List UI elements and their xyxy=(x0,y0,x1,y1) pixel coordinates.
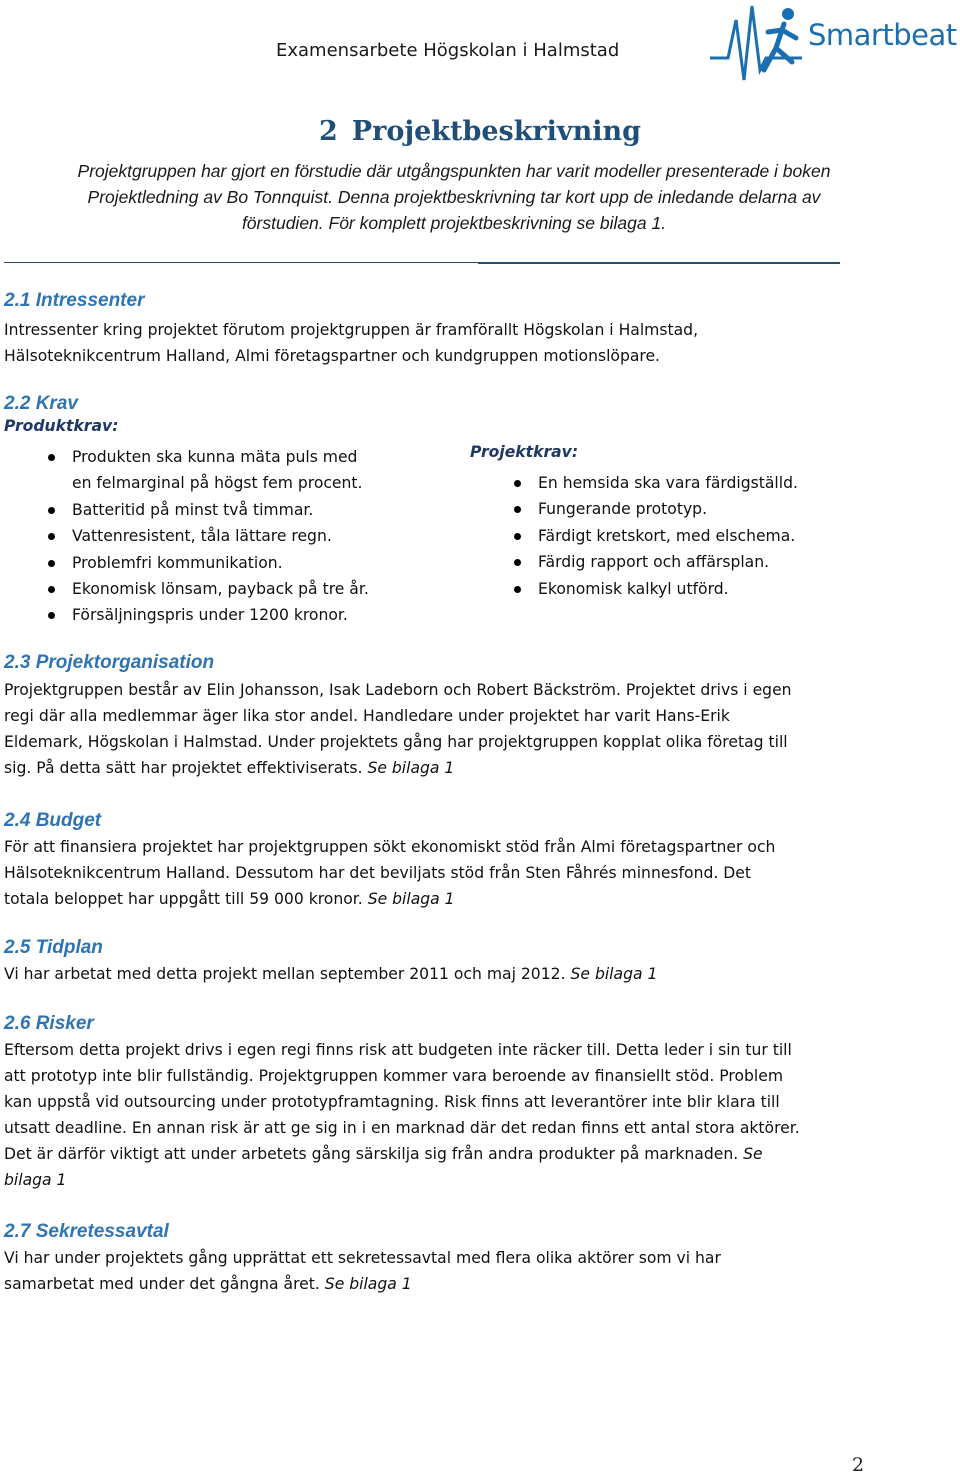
bullet-icon xyxy=(514,586,521,593)
list-item-text: Batteritid på minst två timmar. xyxy=(72,500,314,519)
reference-link: Se bilaga 1 xyxy=(570,965,658,983)
heading-krav xyxy=(4,393,78,415)
list-item-text: Produkten ska kunna mäta puls med xyxy=(72,448,358,466)
intro-line: Projektgruppen har gjort en förstudie där utgångspunkten har varit modeller presenterade i boken xyxy=(77,161,831,181)
list-item xyxy=(538,576,798,602)
bullet-icon xyxy=(514,559,521,566)
text-span: samarbetat med under det gångna året. xyxy=(4,1275,320,1293)
heading-number: 2.3 xyxy=(4,652,31,673)
heading-title: Intressenter xyxy=(35,290,145,311)
text-line: Vi har under projektets gång upprättat ett sekretessavtal med flera olika aktörer som vi har xyxy=(4,1249,721,1267)
bullet-icon xyxy=(514,480,521,487)
text-line xyxy=(4,1167,944,1193)
bullet-icon xyxy=(48,533,55,540)
text-line: kan uppstå vid outsourcing under prototypframtagning. Risk finns att leverantörer inte blir klara till xyxy=(4,1093,780,1111)
heading-title: Tidplan xyxy=(35,937,103,958)
text-line xyxy=(4,1141,944,1167)
heading-title: Krav xyxy=(35,393,78,414)
list-item-text: Vattenresistent, tåla lättare regn. xyxy=(72,527,332,546)
projektkrav-label: Projektkrav: xyxy=(470,443,579,461)
heading-intressenter xyxy=(4,290,144,312)
text-line: För att finansiera projektet har projektgruppen sökt ekonomiskt stöd från Almi företagspartner och xyxy=(4,838,776,856)
heading-title: Budget xyxy=(35,810,102,831)
text-line xyxy=(4,1271,904,1297)
heading-number: 2.5 xyxy=(4,937,31,958)
reference-link: Se bilaga 1 xyxy=(367,890,455,908)
list-item xyxy=(538,470,798,496)
heading-budget xyxy=(4,810,101,832)
list-item-text: Försäljningspris under 1200 kronor. xyxy=(72,606,348,625)
bullet-icon xyxy=(48,454,55,461)
produktkrav-label: Produktkrav: xyxy=(4,417,119,435)
intro-line: Projektledning av Bo Tonnquist. Denna projektbeskrivning tar kort upp de inledande delarna av xyxy=(87,187,821,207)
text-line: Hälsoteknikcentrum Halland, Almi företagspartner och kundgruppen motionslöpare. xyxy=(4,347,661,365)
heading-title: Projektorganisation xyxy=(35,652,215,673)
page-number: 2 xyxy=(852,1454,865,1476)
text-line: Eldemark, Högskolan i Halmstad. Under projektets gång har projektgruppen kopplat olika företag till xyxy=(4,733,788,751)
text-line xyxy=(4,755,904,781)
text-span: Det är därför viktigt att under arbetets gång särskilja sig från andra produkter på marknaden. xyxy=(4,1145,739,1163)
heading-sekretessavtal xyxy=(4,1221,169,1243)
text-line: Eftersom detta projekt drivs i egen regi finns risk att budgeten inte räcker till. Detta leder i sin tur till xyxy=(4,1041,792,1059)
produktkrav-list xyxy=(72,444,369,629)
section-title: Projektbeskrivning xyxy=(351,116,641,147)
list-item-text: Problemfri kommunikation. xyxy=(72,553,283,572)
text-line: regi där alla medlemmar äger lika stor andel. Handledare under projektet har varit Hans-Erik xyxy=(4,707,730,725)
heading-number: 2.1 xyxy=(4,290,31,311)
list-item-text: Färdig rapport och affärsplan. xyxy=(538,553,770,572)
list-item xyxy=(72,550,369,576)
reference-link: Se bilaga 1 xyxy=(324,1275,412,1293)
bullet-icon xyxy=(514,506,521,513)
section-intro xyxy=(0,158,908,236)
list-item-text: Ekonomisk lönsam, payback på tre år. xyxy=(72,580,369,599)
document-header-title: Examensarbete Högskolan i Halmstad xyxy=(276,40,620,61)
paragraph-tidplan xyxy=(4,961,904,987)
bullet-icon xyxy=(48,612,55,619)
heading-number: 2.4 xyxy=(4,810,31,831)
heading-number: 2.2 xyxy=(4,393,31,414)
list-item xyxy=(72,602,369,628)
projektkrav-list xyxy=(538,470,798,602)
section-number: 2 xyxy=(319,116,338,147)
paragraph-risker xyxy=(4,1037,944,1193)
paragraph-budget xyxy=(4,834,904,912)
runner-icon xyxy=(764,8,796,70)
divider-rule-accent xyxy=(478,262,840,264)
text-line: Hälsoteknikcentrum Halland. Dessutom har det beviljats stöd från Sten Fåhrés minnesfond. Det xyxy=(4,864,751,882)
text-line: Intressenter kring projektet förutom projektgruppen är framförallt Högskolan i Halmstad, xyxy=(4,321,699,339)
text-line xyxy=(4,886,904,912)
reference-link: Se bilaga 1 xyxy=(367,759,455,777)
reference-link: bilaga 1 xyxy=(4,1171,67,1189)
bullet-icon xyxy=(514,533,521,540)
paragraph-intressenter xyxy=(4,317,904,369)
logo-wordmark: Smartbeat xyxy=(808,18,957,52)
intro-line: förstudien. För komplett projektbeskrivning se bilaga 1. xyxy=(241,213,667,233)
list-item xyxy=(72,576,369,602)
heading-number: 2.7 xyxy=(4,1221,31,1242)
bullet-icon xyxy=(48,586,55,593)
heading-risker xyxy=(4,1013,94,1035)
reference-link: Se xyxy=(743,1145,763,1163)
list-item-text: Ekonomisk kalkyl utförd. xyxy=(538,579,729,598)
heading-projektorganisation xyxy=(4,652,214,674)
list-item xyxy=(538,549,798,575)
text-span: sig. På detta sätt har projektet effektiviserats. xyxy=(4,759,363,777)
text-line: att prototyp inte blir fullständig. Projektgruppen kommer vara beroende av finansiellt stöd. Problem xyxy=(4,1067,784,1085)
text-line xyxy=(4,961,904,987)
list-item-text: Färdigt kretskort, med elschema. xyxy=(538,526,796,545)
section-heading xyxy=(0,116,960,147)
paragraph-sekretessavtal xyxy=(4,1245,904,1297)
paragraph-projektorganisation xyxy=(4,677,904,781)
list-item-text: En hemsida ska vara färdigställd. xyxy=(538,474,798,492)
text-span: Vi har arbetat med detta projekt mellan september 2011 och maj 2012. xyxy=(4,965,566,983)
bullet-icon xyxy=(48,560,55,567)
text-line: utsatt deadline. En annan risk är att ge sig in i en marknad där det redan finns ett antal stora aktörer. xyxy=(4,1119,800,1137)
text-line: Projektgruppen består av Elin Johansson, Isak Ladeborn och Robert Bäckström. Projektet drivs i egen xyxy=(4,681,792,699)
bullet-icon xyxy=(48,507,55,514)
heading-tidplan xyxy=(4,937,103,959)
list-item xyxy=(538,523,798,549)
list-item xyxy=(72,497,369,523)
heading-title: Sekretessavtal xyxy=(35,1221,169,1242)
list-item xyxy=(538,496,798,522)
heading-number: 2.6 xyxy=(4,1013,31,1034)
list-item xyxy=(72,523,369,549)
list-item xyxy=(72,444,369,497)
text-span: totala beloppet har uppgått till 59 000 kronor. xyxy=(4,890,363,908)
list-item-text: en felmarginal på högst fem procent. xyxy=(72,474,363,493)
list-item-text: Fungerande prototyp. xyxy=(538,500,708,519)
heading-title: Risker xyxy=(35,1013,94,1034)
